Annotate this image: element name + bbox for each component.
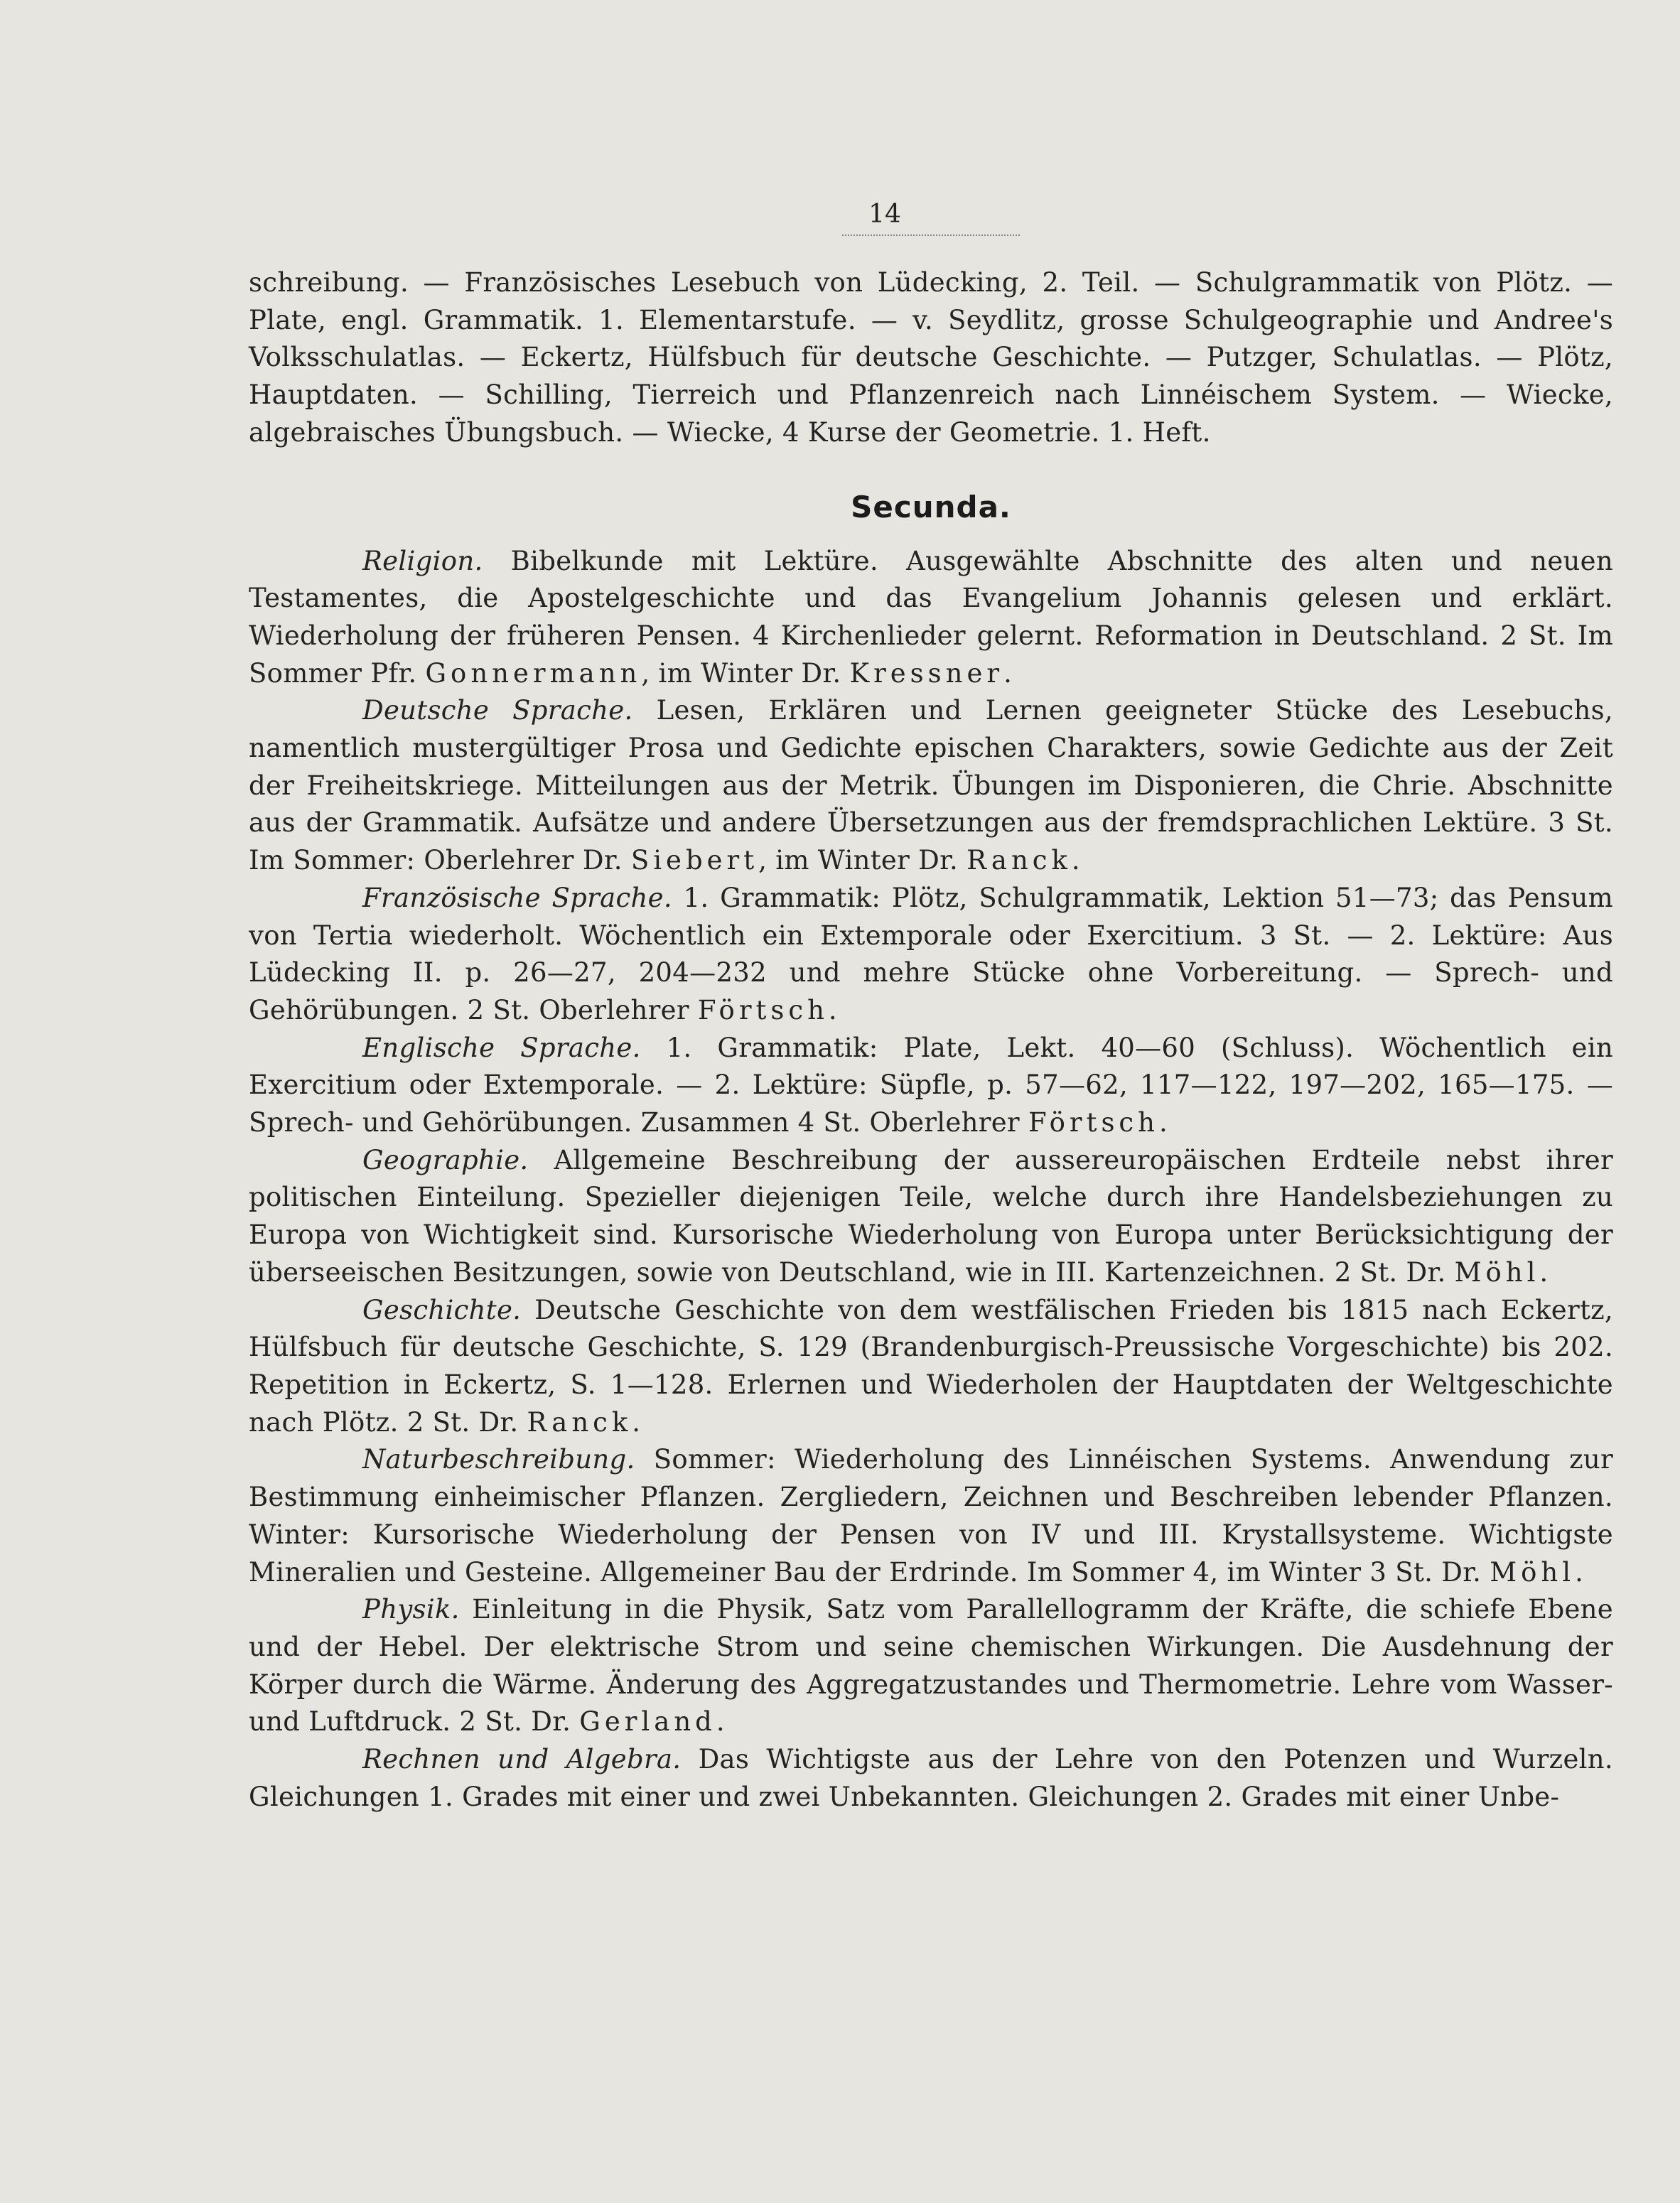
page-number-rule	[842, 235, 1020, 236]
subject-paragraph-rechnen-algebra	[249, 1741, 1613, 1816]
teacher-name: Ranck	[527, 1406, 632, 1438]
teacher-name: Förtsch	[697, 994, 829, 1025]
paragraph-text: Deutsche Geschichte von dem westfälischen Frieden bis 1815 nach Eckertz, Hülfsbuch für deutsche Geschichte, S. 129 (Brandenburgisch-Preussische Vorgeschichte) bis 202. Repetition in Eckertz, S. 1—128. Erlernen und Wiederholen der Hauptdaten der Weltgeschichte nach Plötz. 2 St. Dr.	[249, 1294, 1613, 1438]
paragraph-text: Bibelkunde mit Lektüre. Ausgewählte Abschnitte des alten und neuen Testamentes, die Apostelgeschichte und das Evangelium Johannis gelesen und erklärt. Wiederholung der früheren Pensen. 4 Kirchenlieder gelernt. Reformation in Deutschland. 2 St. Im Sommer Pfr.	[249, 545, 1613, 689]
subject-heading: Geschichte.	[362, 1294, 522, 1325]
subject-heading: Religion.	[362, 545, 483, 576]
teacher-name: Siebert	[630, 845, 759, 876]
subject-heading: Deutsche Sprache.	[362, 695, 633, 726]
page-body	[249, 264, 1613, 1816]
teacher-name: Förtsch	[1028, 1107, 1159, 1138]
subject-heading: Naturbeschreibung.	[362, 1444, 635, 1475]
subject-paragraph-franzoesisch	[249, 880, 1613, 1030]
subject-heading: Geographie.	[362, 1144, 529, 1175]
paragraph-text: , im Winter Dr.	[641, 657, 850, 689]
paragraph-text: 1. Grammatik: Plötz, Schulgrammatik, Lektion 51—73; das Pensum von Tertia wiederholt. Wöchentlich ein Extemporale oder Exercitium. 3 St. — 2. Lektüre: Aus Lüdecking II. p. 26—27, 204—232 und mehre Stücke ohne Vorbereitung. — Sprech- und Gehörübungen. 2 St. Oberlehrer	[249, 882, 1614, 1025]
subject-paragraph-englisch	[249, 1030, 1613, 1142]
paragraph-text: .	[828, 994, 837, 1025]
paragraph-text: .	[1003, 657, 1013, 689]
teacher-name: Gonnermann	[425, 657, 642, 689]
teacher-name: Möhl	[1490, 1556, 1576, 1588]
intro-paragraph: schreibung. — Französisches Lesebuch von Lüdecking, 2. Teil. — Schulgrammatik von Plötz. — Plate, engl. Grammatik. 1. Elementarstufe. — v. Seydlitz, grosse Schulgeographie und Andree's Volksschulatlas. — Eckertz, Hülfsbuch für deutsche Geschichte. — Putzger, Schulatlas. — Plötz, Hauptdaten. — Schilling, Tierreich und Pflanzenreich nach Linnéischem System. — Wiecke, algebraisches Übungsbuch. — Wiecke, 4 Kurse der Geometrie. 1. Heft.	[249, 267, 1613, 448]
paragraph-text: Das Wichtigste aus der Lehre von den Potenzen und Wurzeln. Gleichungen 1. Grades mit einer und zwei Unbekannten. Gleichungen 2. Grades mit einer Unbe-	[249, 1744, 1613, 1812]
teacher-name: Kressner	[849, 657, 1004, 689]
subject-heading: Französische Sprache.	[362, 882, 672, 913]
paragraph-text: .	[1539, 1256, 1549, 1288]
subject-heading: Englische Sprache.	[362, 1032, 641, 1063]
teacher-name: Gerland	[579, 1706, 716, 1738]
paragraph-text: .	[1159, 1107, 1168, 1138]
subject-paragraph-deutsch	[249, 692, 1613, 880]
subject-paragraph-geographie	[249, 1142, 1613, 1292]
teacher-name: Ranck	[966, 845, 1072, 876]
paragraph-text: Einleitung in die Physik, Satz vom Parallellogramm der Kräfte, die schiefe Ebene und der Hebel. Der elektrische Strom und seine chemischen Wirkungen. Die Ausdehnung der Körper durch die Wärme. Änderung des Aggregatzustandes und Thermometrie. Lehre vom Wasser- und Luftdruck. 2 St. Dr.	[249, 1594, 1613, 1738]
subject-paragraph-naturbeschreibung	[249, 1441, 1613, 1591]
page-number: 14	[868, 200, 901, 229]
paragraph-text: , im Winter Dr.	[758, 845, 967, 876]
section-title: Secunda.	[851, 489, 1011, 524]
subject-heading: Physik.	[362, 1594, 460, 1625]
paragraph-text: .	[632, 1406, 641, 1438]
paragraph-text: Sommer: Wiederholung des Linnéischen Systems. Anwendung zur Bestimmung einheimischer Pflanzen. Zergliedern, Zeichnen und Beschreiben lebender Pflanzen. Winter: Kursorische Wiederholung der Pensen von IV und III. Krystallsysteme. Wichtigste Mineralien und Gesteine. Allgemeiner Bau der Erdrinde. Im Sommer 4, im Winter 3 St. Dr.	[249, 1444, 1613, 1588]
subject-paragraph-religion	[249, 543, 1613, 693]
paragraph-text: Allgemeine Beschreibung der aussereuropäischen Erdteile nebst ihrer politischen Einteilung. Spezieller diejenigen Teile, welche durch ihre Handelsbeziehungen zu Europa von Wichtigkeit sind. Kursorische Wiederholung von Europa unter Berücksichtigung der überseeischen Besitzungen, sowie von Deutschland, wie in III. Kartenzeichnen. 2 St. Dr.	[249, 1144, 1613, 1288]
paragraph-text: .	[1071, 845, 1080, 876]
paragraph-text: 1. Grammatik: Plate, Lekt. 40—60 (Schluss). Wöchentlich ein Exercitium oder Extemporale. — 2. Lektüre: Süpfle, p. 57—62, 117—122, 197—202, 165—175. — Sprech- und Gehörübungen. Zusammen 4 St. Oberlehrer	[249, 1032, 1613, 1138]
paragraph-text: .	[716, 1706, 725, 1738]
subject-paragraph-geschichte	[249, 1292, 1613, 1442]
teacher-name: Möhl	[1454, 1256, 1540, 1288]
paragraph-text: Lesen, Erklären und Lernen geeigneter Stücke des Lesebuchs, namentlich mustergültiger Prosa und Gedichte epischen Charakters, sowie Gedichte aus der Zeit der Freiheitskriege. Mitteilungen aus der Metrik. Übungen im Disponieren, die Chrie. Abschnitte aus der Grammatik. Aufsätze und andere Übersetzungen aus der fremdsprachlichen Lektüre. 3 St. Im Sommer: Oberlehrer Dr.	[249, 695, 1613, 876]
subject-heading: Rechnen und Algebra.	[362, 1744, 682, 1775]
subject-paragraph-physik	[249, 1591, 1613, 1741]
paragraph-text: .	[1575, 1556, 1584, 1588]
